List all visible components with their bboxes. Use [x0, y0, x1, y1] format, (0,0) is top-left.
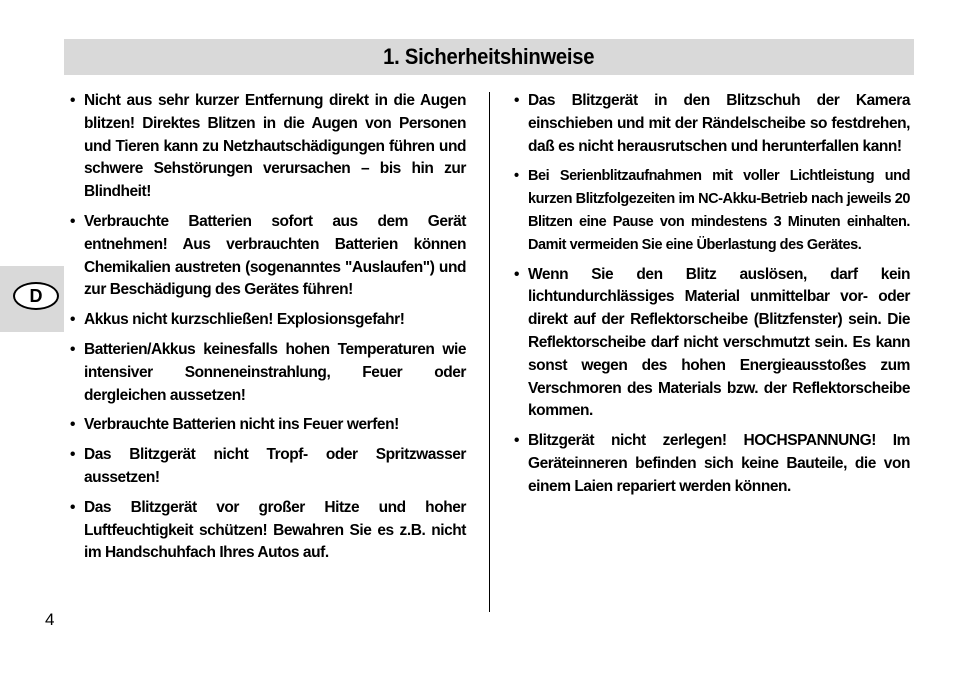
safety-note-text: Bei Serienblitzaufnahmen mit voller Lichtleistung und kurzen Blitzfolgezeiten im NC-Akku-Betrieb nach jeweils 20 Blitzen eine Pause von mindestens 3 Minuten einhalten. Damit vermeiden Sie eine Überlastung des Gerätes. [528, 168, 910, 253]
bullet-mark: • [70, 212, 75, 230]
language-badge: D [13, 282, 59, 310]
right-column [514, 90, 910, 506]
page-title: 1. Sicherheitshinweise [383, 44, 595, 69]
bullet-mark: • [70, 446, 75, 464]
safety-note-text: Wenn Sie den Blitz auslösen, darf kein lichtundurchlässiges Material unmittelbar vor- oder direkt auf der Reflektorscheibe (Blitzfenster) sein. Die Reflektorscheibe darf nicht verschmutzt sein. Es kann sonst wegen des hohen Energieausstoßes zum Verschmoren des Materials bzw. der Reflektorscheibe kommen. [528, 265, 910, 420]
safety-note [514, 264, 910, 424]
left-column [70, 90, 466, 572]
title-bar [64, 39, 914, 75]
safety-note-text: Nicht aus sehr kurzer Entfernung direkt in die Augen blitzen! Direktes Blitzen in die Augen von Personen und Tieren kann zu Netzhautschädigungen führen und schwere Sehstörungen verursachen – bis hin zur Blindheit! [84, 92, 466, 201]
safety-note [70, 497, 466, 565]
bullet-mark: • [514, 168, 519, 185]
safety-note [70, 211, 466, 302]
column-divider [489, 92, 490, 612]
safety-note [514, 430, 910, 498]
bullet-mark: • [514, 92, 519, 109]
safety-note-text: Verbrauchte Batterien nicht ins Feuer werfen! [84, 416, 399, 434]
bullet-mark: • [70, 340, 75, 358]
safety-note-text: Batterien/Akkus keinesfalls hohen Temperaturen wie intensiver Sonneneinstrahlung, Feuer oder dergleichen aussetzen! [84, 340, 466, 404]
bullet-mark: • [70, 92, 75, 109]
safety-note [514, 165, 910, 256]
bullet-mark: • [70, 498, 75, 516]
safety-note [70, 309, 466, 332]
page-number: 4 [45, 610, 55, 629]
safety-note [70, 90, 466, 204]
safety-note-text: Blitzgerät nicht zerlegen! HOCHSPANNUNG! Im Geräteinneren befinden sich keine Bauteile, die von einem Laien repariert werden können. [528, 432, 910, 495]
safety-note-text: Das Blitzgerät in den Blitzschuh der Kamera einschieben und mit der Rändelscheibe so festdrehen, daß es nicht herausrutschen und herunterfallen kann! [528, 92, 910, 155]
safety-note [514, 90, 910, 158]
safety-note [70, 444, 466, 490]
safety-note-text: Akkus nicht kurzschließen! Explosionsgefahr! [84, 311, 405, 329]
bullet-mark: • [70, 416, 75, 434]
bullet-mark: • [70, 311, 75, 329]
safety-note [70, 339, 466, 407]
bullet-mark: • [514, 265, 519, 283]
safety-note-text: Verbrauchte Batterien sofort aus dem Gerät entnehmen! Aus verbrauchten Batterien können Chemikalien austreten (sogenanntes "Auslaufen") und zur Beschädigung des Gerätes führen! [84, 212, 466, 299]
language-tab [0, 266, 64, 332]
safety-note [70, 414, 466, 437]
safety-note-text: Das Blitzgerät nicht Tropf- oder Spritzwasser aussetzen! [84, 446, 466, 486]
bullet-mark: • [514, 432, 519, 450]
safety-note-text: Das Blitzgerät vor großer Hitze und hoher Luftfeuchtigkeit schützen! Bewahren Sie es z.B. nicht im Handschuhfach Ihres Autos auf. [84, 498, 466, 562]
